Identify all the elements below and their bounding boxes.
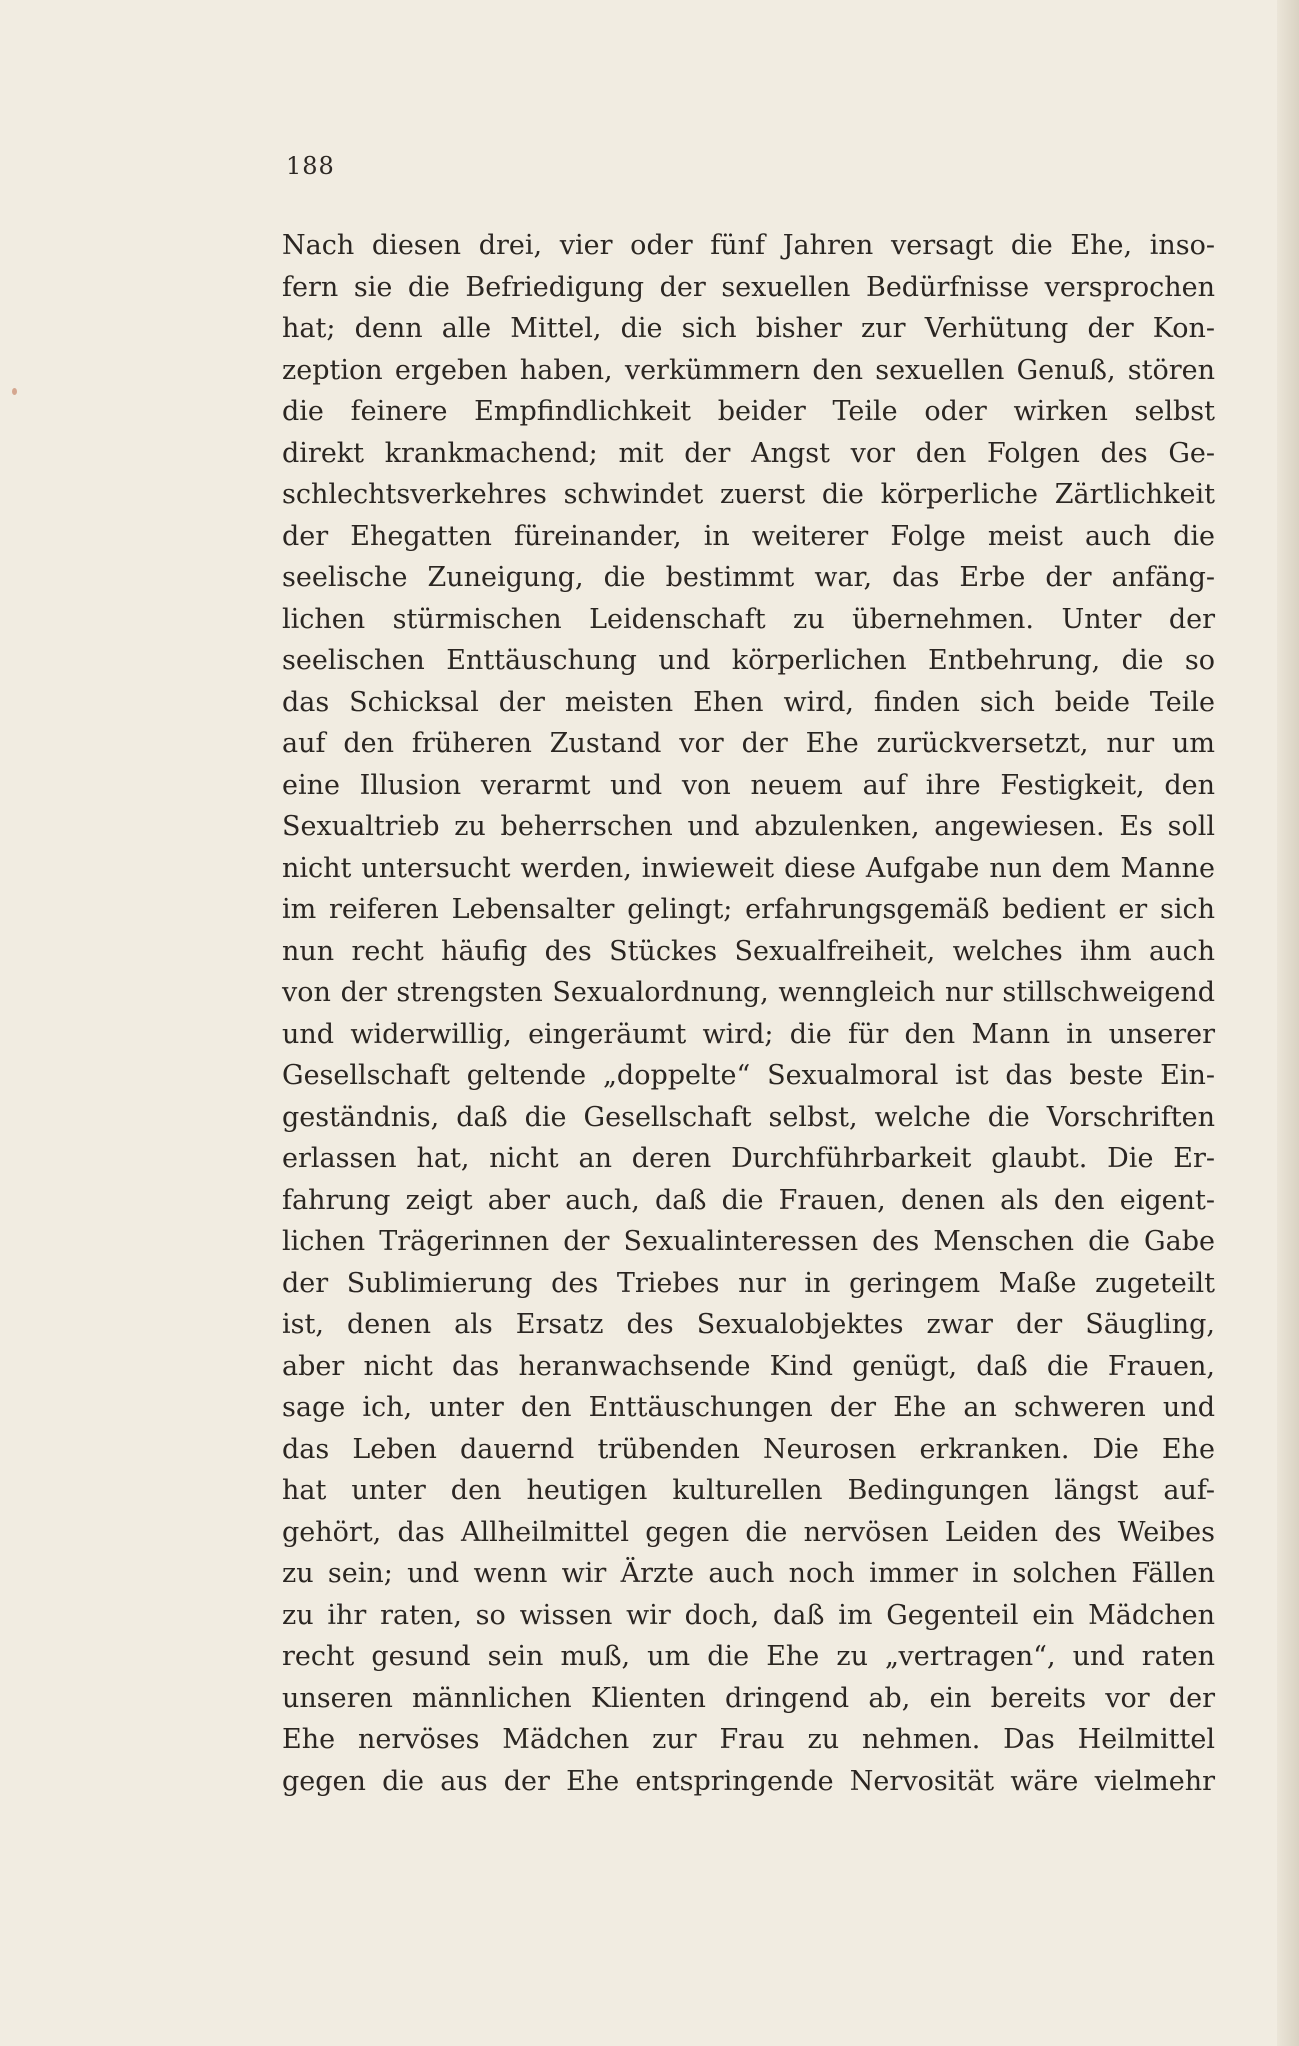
text-line: ist, denen als Ersatz des Sexualobjektes zwar der Säugling,	[282, 1309, 1215, 1340]
text-line: im reiferen Lebensalter gelingt; erfahrungsgemäß bedient er sich	[282, 894, 1215, 925]
text-line: erlassen hat, nicht an deren Durchführbarkeit glaubt. Die Er-	[282, 1143, 1215, 1174]
page-edge	[1277, 0, 1299, 2046]
text-line: zu ihr raten, so wissen wir doch, daß im Gegenteil ein Mädchen	[282, 1599, 1215, 1631]
text-line: gehört, das Allheilmittel gegen die nervösen Leiden des Weibes	[282, 1516, 1215, 1548]
text-line: recht gesund sein muß, um die Ehe zu „vertragen“, und raten	[282, 1641, 1215, 1672]
text-line: unseren männlichen Klienten dringend ab, ein bereits vor der	[282, 1682, 1215, 1714]
text-line: nicht untersucht werden, inwieweit diese Aufgabe nun dem Manne	[282, 852, 1215, 884]
text-line: Gesellschaft geltende „doppelte“ Sexualmoral ist das beste Ein-	[282, 1060, 1215, 1091]
page-number: 188	[286, 152, 335, 180]
text-line: nun recht häufig des Stückes Sexualfreiheit, welches ihm auch	[282, 935, 1215, 967]
text-line: direkt krankmachend; mit der Angst vor den Folgen des Ge-	[282, 437, 1215, 469]
text-line: fern sie die Befriedigung der sexuellen Bedürfnisse versprochen	[282, 271, 1215, 303]
text-line: der Sublimierung des Triebes nur in geringem Maße zugeteilt	[282, 1267, 1215, 1299]
text-line: seelische Zuneigung, die bestimmt war, das Erbe der anfäng-	[282, 562, 1215, 593]
text-line: schlechtsverkehres schwindet zuerst die körperliche Zärtlichkeit	[282, 479, 1215, 510]
body-text	[282, 225, 1215, 1802]
text-line: eine Illusion verarmt und von neuem auf ihre Festigkeit, den	[282, 769, 1215, 801]
text-line: lichen Trägerinnen der Sexualinteressen des Menschen die Gabe	[282, 1226, 1215, 1257]
text-line: das Schicksal der meisten Ehen wird, finden sich beide Teile	[282, 686, 1215, 718]
text-line: aber nicht das heranwachsende Kind genügt, daß die Frauen,	[282, 1350, 1215, 1382]
text-line: gegen die aus der Ehe entspringende Nervosität wäre vielmehr	[282, 1765, 1215, 1797]
text-line: zu sein; und wenn wir Ärzte auch noch immer in solchen Fällen	[282, 1558, 1215, 1589]
paper-speck	[12, 388, 17, 395]
text-line: Nach diesen drei, vier oder fünf Jahren versagt die Ehe, inso-	[282, 230, 1215, 261]
text-line: zeption ergeben haben, verkümmern den sexuellen Genuß, stören	[282, 354, 1215, 386]
text-line: auf den früheren Zustand vor der Ehe zurückversetzt, nur um	[282, 728, 1215, 759]
text-line: geständnis, daß die Gesellschaft selbst, welche die Vorschriften	[282, 1101, 1215, 1133]
text-line: der Ehegatten füreinander, in weiterer Folge meist auch die	[282, 520, 1215, 552]
text-line: das Leben dauernd trübenden Neurosen erkranken. Die Ehe	[282, 1433, 1215, 1465]
text-line: von der strengsten Sexualordnung, wenngleich nur stillschweigend	[282, 977, 1215, 1008]
text-line: hat unter den heutigen kulturellen Bedingungen längst auf-	[282, 1475, 1215, 1506]
text-line: hat; denn alle Mittel, die sich bisher zur Verhütung der Kon-	[282, 313, 1215, 344]
text-line: Sexualtrieb zu beherrschen und abzulenken, angewiesen. Es soll	[282, 811, 1215, 842]
text-line: lichen stürmischen Leidenschaft zu übernehmen. Unter der	[282, 603, 1215, 635]
text-line: und widerwillig, eingeräumt wird; die für den Mann in unserer	[282, 1018, 1215, 1050]
text-line: fahrung zeigt aber auch, daß die Frauen, denen als den eigent-	[282, 1184, 1215, 1216]
text-line: sage ich, unter den Enttäuschungen der Ehe an schweren und	[282, 1392, 1215, 1423]
text-line: seelischen Enttäuschung und körperlichen Entbehrung, die so	[282, 645, 1215, 676]
text-line: die feinere Empfindlichkeit beider Teile oder wirken selbst	[282, 396, 1215, 427]
text-line: Ehe nervöses Mädchen zur Frau zu nehmen. Das Heilmittel	[282, 1724, 1215, 1755]
